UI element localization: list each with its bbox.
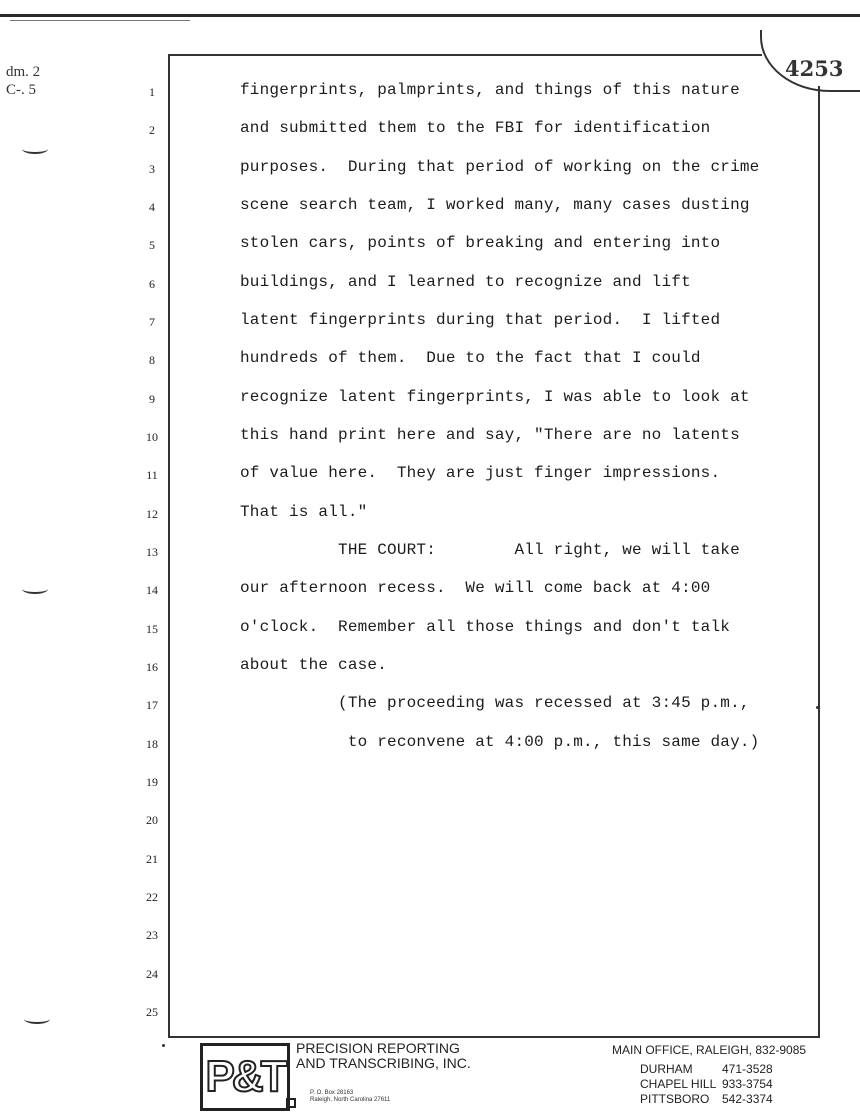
line-number: 22	[146, 890, 158, 904]
margin-tick	[22, 144, 48, 154]
line-number: 18	[146, 737, 158, 751]
transcript-line: stolen cars, points of breaking and entering into	[240, 234, 721, 252]
office-phone: 471-3528	[722, 1062, 773, 1076]
line-number: 9	[149, 392, 155, 406]
office-city: DURHAM	[640, 1062, 693, 1076]
office-phone: 933-3754	[722, 1077, 773, 1091]
transcript-line: That is all."	[240, 503, 368, 521]
margin-tick	[22, 584, 48, 594]
transcript-line: fingerprints, palmprints, and things of this nature	[240, 81, 740, 99]
line-number: 17	[146, 698, 158, 712]
line-number: 21	[146, 852, 158, 866]
line-number: 16	[146, 660, 158, 674]
line-number: 6	[149, 277, 155, 291]
transcript-line: THE COURT: All right, we will take	[240, 541, 740, 559]
transcript-line: latent fingerprints during that period. I lifted	[240, 311, 721, 329]
line-number: 10	[146, 430, 158, 444]
page-number: 4253	[785, 56, 844, 81]
transcript-line: purposes. During that period of working on the crime	[240, 158, 760, 176]
top-rule-thin	[10, 20, 190, 21]
transcript-line: of value here. They are just finger impressions.	[240, 464, 721, 482]
office-city: CHAPEL HILL	[640, 1077, 717, 1091]
company-name-line-1: PRECISION REPORTING	[296, 1040, 460, 1056]
line-number: 14	[146, 583, 158, 597]
transcript-line: and submitted them to the FBI for identification	[240, 119, 711, 137]
logo-square-icon	[286, 1098, 296, 1108]
line-number: 4	[149, 200, 155, 214]
transcript-line: recognize latent fingerprints, I was able to look at	[240, 388, 750, 406]
transcript-line: our afternoon recess. We will come back at 4:00	[240, 579, 711, 597]
speck	[816, 706, 819, 709]
margin-mark-1: dm. 2	[6, 64, 41, 80]
line-number: 25	[146, 1005, 158, 1019]
line-number: 24	[146, 967, 158, 981]
address-line-1: P. O. Box 28163	[310, 1090, 354, 1096]
line-number: 2	[149, 123, 155, 137]
line-number: 3	[149, 162, 155, 176]
margin-tick	[24, 1014, 50, 1024]
line-number: 20	[146, 813, 158, 827]
line-number: 13	[146, 545, 158, 559]
line-number: 5	[149, 238, 155, 252]
transcript-line: to reconvene at 4:00 p.m., this same day.)	[240, 733, 760, 751]
office-city: PITTSBORO	[640, 1092, 710, 1106]
line-number: 1	[149, 85, 155, 99]
speck	[162, 1044, 165, 1047]
line-number: 7	[149, 315, 155, 329]
line-number: 12	[146, 507, 158, 521]
company-address	[310, 1090, 390, 1104]
line-number: 23	[146, 928, 158, 942]
transcript-line: buildings, and I learned to recognize and lift	[240, 273, 691, 291]
transcript-line: o'clock. Remember all those things and don't talk	[240, 618, 731, 636]
transcript-line: (The proceeding was recessed at 3:45 p.m.,	[240, 694, 750, 712]
company-name	[296, 1041, 471, 1071]
company-logo: P&T	[200, 1043, 290, 1111]
company-name-line-2: AND TRANSCRIBING, INC.	[296, 1055, 471, 1071]
line-number: 19	[146, 775, 158, 789]
margin-mark-2: C-. 5	[6, 82, 36, 98]
top-rule	[0, 14, 860, 17]
transcript-line: this hand print here and say, "There are no latents	[240, 426, 740, 444]
address-line-2: Raleigh, North Carolina 27611	[310, 1097, 391, 1103]
transcript-line: about the case.	[240, 656, 388, 674]
transcript-line: hundreds of them. Due to the fact that I could	[240, 349, 701, 367]
frame-border-bottom	[168, 1036, 820, 1038]
transcript-line: scene search team, I worked many, many cases dusting	[240, 196, 750, 214]
office-phone: 542-3374	[722, 1092, 773, 1106]
line-number: 11	[146, 468, 158, 482]
frame-border-top	[168, 54, 762, 56]
line-number: 15	[146, 622, 158, 636]
frame-border-right	[818, 86, 820, 1038]
line-number: 8	[149, 353, 155, 367]
main-office: MAIN OFFICE, RALEIGH, 832-9085	[612, 1043, 807, 1057]
